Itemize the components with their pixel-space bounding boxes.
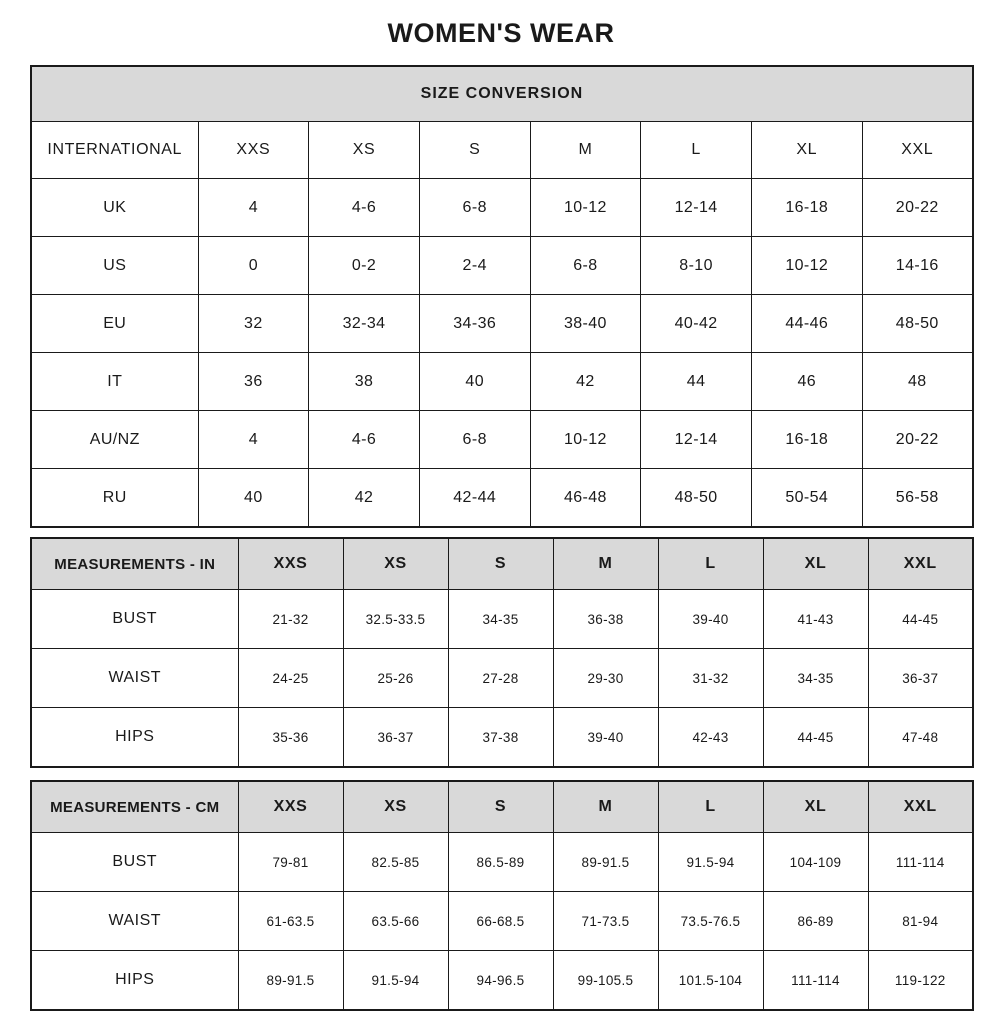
measurements-in-table: [30, 537, 974, 768]
value-cell: 4-6: [309, 411, 420, 469]
value-cell: 21-32: [238, 590, 343, 649]
value-cell: 44: [641, 353, 752, 411]
value-cell: 6-8: [419, 411, 530, 469]
measurements-in-row-waist: [31, 649, 973, 708]
value-cell: 14-16: [862, 237, 973, 295]
measurements-in-header-row: [31, 538, 973, 590]
measurements-cm-label-header: MEASUREMENTS - CM: [31, 781, 238, 833]
measurements-in-size-header-xxs: XXS: [238, 538, 343, 590]
value-cell: 12-14: [641, 411, 752, 469]
measurements-cm-size-header-xl: XL: [763, 781, 868, 833]
measurements-cm-size-header-xxl: XXL: [868, 781, 973, 833]
value-cell: 16-18: [751, 179, 862, 237]
row-label: IT: [31, 353, 198, 411]
size-conversion-label-header: INTERNATIONAL: [31, 122, 198, 179]
size-conversion-size-header-l: L: [641, 122, 752, 179]
size-conversion-row-ru: [31, 469, 973, 528]
value-cell: 25-26: [343, 649, 448, 708]
value-cell: 46: [751, 353, 862, 411]
value-cell: 48-50: [862, 295, 973, 353]
value-cell: 82.5-85: [343, 833, 448, 892]
value-cell: 42-44: [419, 469, 530, 528]
value-cell: 37-38: [448, 708, 553, 768]
size-conversion-row-eu: [31, 295, 973, 353]
value-cell: 8-10: [641, 237, 752, 295]
value-cell: 56-58: [862, 469, 973, 528]
value-cell: 36-37: [343, 708, 448, 768]
page-title: WOMEN'S WEAR: [387, 18, 615, 48]
value-cell: 34-35: [763, 649, 868, 708]
value-cell: 48-50: [641, 469, 752, 528]
size-conversion-size-header-xxl: XXL: [862, 122, 973, 179]
measurements-cm-table: [30, 780, 974, 1011]
value-cell: 111-114: [763, 951, 868, 1011]
value-cell: 42-43: [658, 708, 763, 768]
value-cell: 39-40: [658, 590, 763, 649]
row-label: HIPS: [31, 951, 238, 1011]
value-cell: 40: [419, 353, 530, 411]
size-conversion-row-it: [31, 353, 973, 411]
value-cell: 35-36: [238, 708, 343, 768]
row-label: BUST: [31, 833, 238, 892]
value-cell: 86-89: [763, 892, 868, 951]
value-cell: 79-81: [238, 833, 343, 892]
size-conversion-header-row: [31, 122, 973, 179]
value-cell: 4-6: [309, 179, 420, 237]
measurements-cm-row-hips: [31, 951, 973, 1011]
row-label: AU/NZ: [31, 411, 198, 469]
row-label: US: [31, 237, 198, 295]
value-cell: 36: [198, 353, 309, 411]
row-label: EU: [31, 295, 198, 353]
value-cell: 24-25: [238, 649, 343, 708]
value-cell: 29-30: [553, 649, 658, 708]
value-cell: 20-22: [862, 411, 973, 469]
measurements-in-row-bust: [31, 590, 973, 649]
value-cell: 31-32: [658, 649, 763, 708]
measurements-in-size-header-m: M: [553, 538, 658, 590]
value-cell: 50-54: [751, 469, 862, 528]
measurements-cm-row-bust: [31, 833, 973, 892]
measurements-in-size-header-l: L: [658, 538, 763, 590]
value-cell: 4: [198, 411, 309, 469]
value-cell: 16-18: [751, 411, 862, 469]
size-conversion-size-header-xxs: XXS: [198, 122, 309, 179]
value-cell: 38-40: [530, 295, 641, 353]
value-cell: 46-48: [530, 469, 641, 528]
value-cell: 10-12: [530, 411, 641, 469]
value-cell: 6-8: [419, 179, 530, 237]
value-cell: 91.5-94: [343, 951, 448, 1011]
value-cell: 36-37: [868, 649, 973, 708]
measurements-cm-size-header-xxs: XXS: [238, 781, 343, 833]
size-conversion-size-header-xl: XL: [751, 122, 862, 179]
value-cell: 86.5-89: [448, 833, 553, 892]
measurements-in-size-header-xs: XS: [343, 538, 448, 590]
measurements-in-size-header-s: S: [448, 538, 553, 590]
value-cell: 34-35: [448, 590, 553, 649]
value-cell: 39-40: [553, 708, 658, 768]
value-cell: 12-14: [641, 179, 752, 237]
size-conversion-banner-row: [31, 66, 973, 122]
value-cell: 40-42: [641, 295, 752, 353]
measurements-cm-size-header-l: L: [658, 781, 763, 833]
measurements-cm-size-header-m: M: [553, 781, 658, 833]
value-cell: 2-4: [419, 237, 530, 295]
value-cell: 10-12: [530, 179, 641, 237]
row-label: HIPS: [31, 708, 238, 768]
value-cell: 73.5-76.5: [658, 892, 763, 951]
measurements-in-size-header-xxl: XXL: [868, 538, 973, 590]
size-conversion-row-uk: [31, 179, 973, 237]
row-label: UK: [31, 179, 198, 237]
size-conversion-size-header-m: M: [530, 122, 641, 179]
size-conversion-banner: SIZE CONVERSION: [31, 66, 973, 122]
row-label: RU: [31, 469, 198, 528]
measurements-cm-row-waist: [31, 892, 973, 951]
value-cell: 27-28: [448, 649, 553, 708]
measurements-in-label-header: MEASUREMENTS - IN: [31, 538, 238, 590]
value-cell: 4: [198, 179, 309, 237]
value-cell: 94-96.5: [448, 951, 553, 1011]
size-conversion-row-au-nz: [31, 411, 973, 469]
size-conversion-size-header-xs: XS: [309, 122, 420, 179]
value-cell: 10-12: [751, 237, 862, 295]
value-cell: 40: [198, 469, 309, 528]
value-cell: 42: [530, 353, 641, 411]
value-cell: 0-2: [309, 237, 420, 295]
value-cell: 32.5-33.5: [343, 590, 448, 649]
value-cell: 42: [309, 469, 420, 528]
value-cell: 63.5-66: [343, 892, 448, 951]
row-label: BUST: [31, 590, 238, 649]
value-cell: 32: [198, 295, 309, 353]
value-cell: 61-63.5: [238, 892, 343, 951]
value-cell: 44-45: [763, 708, 868, 768]
value-cell: 44-45: [868, 590, 973, 649]
value-cell: 34-36: [419, 295, 530, 353]
value-cell: 66-68.5: [448, 892, 553, 951]
value-cell: 6-8: [530, 237, 641, 295]
value-cell: 20-22: [862, 179, 973, 237]
value-cell: 0: [198, 237, 309, 295]
measurements-cm-header-row: [31, 781, 973, 833]
size-conversion-row-us: [31, 237, 973, 295]
row-label: WAIST: [31, 649, 238, 708]
value-cell: 119-122: [868, 951, 973, 1011]
value-cell: 36-38: [553, 590, 658, 649]
value-cell: 41-43: [763, 590, 868, 649]
value-cell: 104-109: [763, 833, 868, 892]
measurements-cm-size-header-s: S: [448, 781, 553, 833]
value-cell: 32-34: [309, 295, 420, 353]
value-cell: 71-73.5: [553, 892, 658, 951]
value-cell: 38: [309, 353, 420, 411]
measurements-cm-size-header-xs: XS: [343, 781, 448, 833]
value-cell: 111-114: [868, 833, 973, 892]
value-cell: 44-46: [751, 295, 862, 353]
value-cell: 89-91.5: [238, 951, 343, 1011]
value-cell: 47-48: [868, 708, 973, 768]
row-label: WAIST: [31, 892, 238, 951]
value-cell: 99-105.5: [553, 951, 658, 1011]
measurements-in-row-hips: [31, 708, 973, 768]
measurements-in-size-header-xl: XL: [763, 538, 868, 590]
value-cell: 91.5-94: [658, 833, 763, 892]
value-cell: 81-94: [868, 892, 973, 951]
size-conversion-table: [30, 65, 974, 528]
value-cell: 48: [862, 353, 973, 411]
value-cell: 101.5-104: [658, 951, 763, 1011]
size-conversion-size-header-s: S: [419, 122, 530, 179]
value-cell: 89-91.5: [553, 833, 658, 892]
